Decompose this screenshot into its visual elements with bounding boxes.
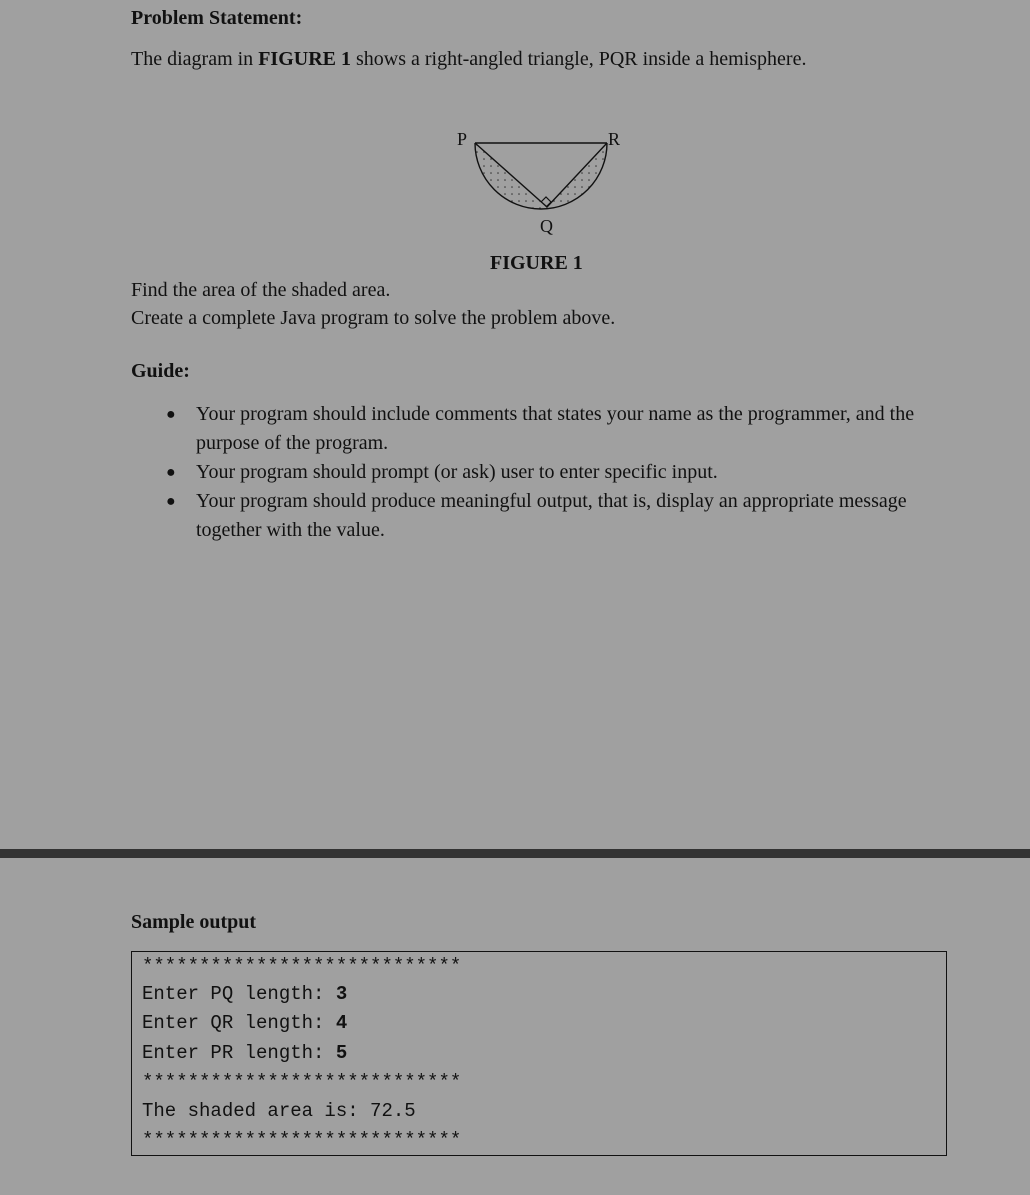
prompt-pr: Enter PR length: xyxy=(142,1042,336,1064)
intro-prefix: The diagram in xyxy=(131,48,259,70)
label-r: R xyxy=(608,129,621,149)
figure-caption: FIGURE 1 xyxy=(490,252,583,274)
bullet-icon: ● xyxy=(166,493,176,510)
bullet-icon: ● xyxy=(166,406,176,423)
sample-output-console xyxy=(131,951,947,1156)
console-line-pq xyxy=(142,983,347,1005)
problem-heading: Problem Statement: xyxy=(131,7,303,29)
task-line-1: Find the area of the shaded area. xyxy=(131,279,391,301)
guide-item xyxy=(160,400,960,458)
task-line-2: Create a complete Java program to solve the problem above. xyxy=(131,307,616,329)
value-qr: 4 xyxy=(335,1012,348,1034)
guide-item xyxy=(160,458,960,487)
problem-intro xyxy=(131,48,806,71)
guide-heading: Guide: xyxy=(131,360,190,382)
bullet-icon: ● xyxy=(166,464,176,481)
guide-item-text: Your program should produce meaningful output, that is, display an appropriate message together with the value. xyxy=(196,490,907,541)
sample-heading: Sample output xyxy=(131,911,257,933)
console-line-pr xyxy=(142,1042,347,1064)
guide-item xyxy=(160,487,960,545)
console-separator: **************************** xyxy=(142,955,462,977)
section-divider xyxy=(0,849,1030,858)
prompt-qr: Enter QR length: xyxy=(142,1012,336,1034)
intro-suffix: shows a right-angled triangle, PQR inside a hemisphere. xyxy=(350,48,807,70)
guide-item-text: Your program should include comments that states your name as the programmer, and the purpose of the program. xyxy=(196,403,915,454)
console-separator: **************************** xyxy=(142,1071,462,1093)
label-q: Q xyxy=(540,216,553,236)
guide-list xyxy=(160,400,960,545)
value-pq: 3 xyxy=(335,983,348,1005)
label-p: P xyxy=(457,129,468,149)
intro-figure-ref: FIGURE 1 xyxy=(258,48,351,70)
console-line-qr xyxy=(142,1012,347,1034)
console-result: The shaded area is: 72.5 xyxy=(142,1100,416,1122)
console-separator: **************************** xyxy=(142,1129,462,1151)
shaded-region xyxy=(475,143,607,209)
prompt-pq: Enter PQ length: xyxy=(142,983,336,1005)
guide-item-text: Your program should prompt (or ask) user to enter specific input. xyxy=(196,461,718,483)
figure-diagram xyxy=(440,122,640,242)
value-pr: 5 xyxy=(335,1042,348,1064)
